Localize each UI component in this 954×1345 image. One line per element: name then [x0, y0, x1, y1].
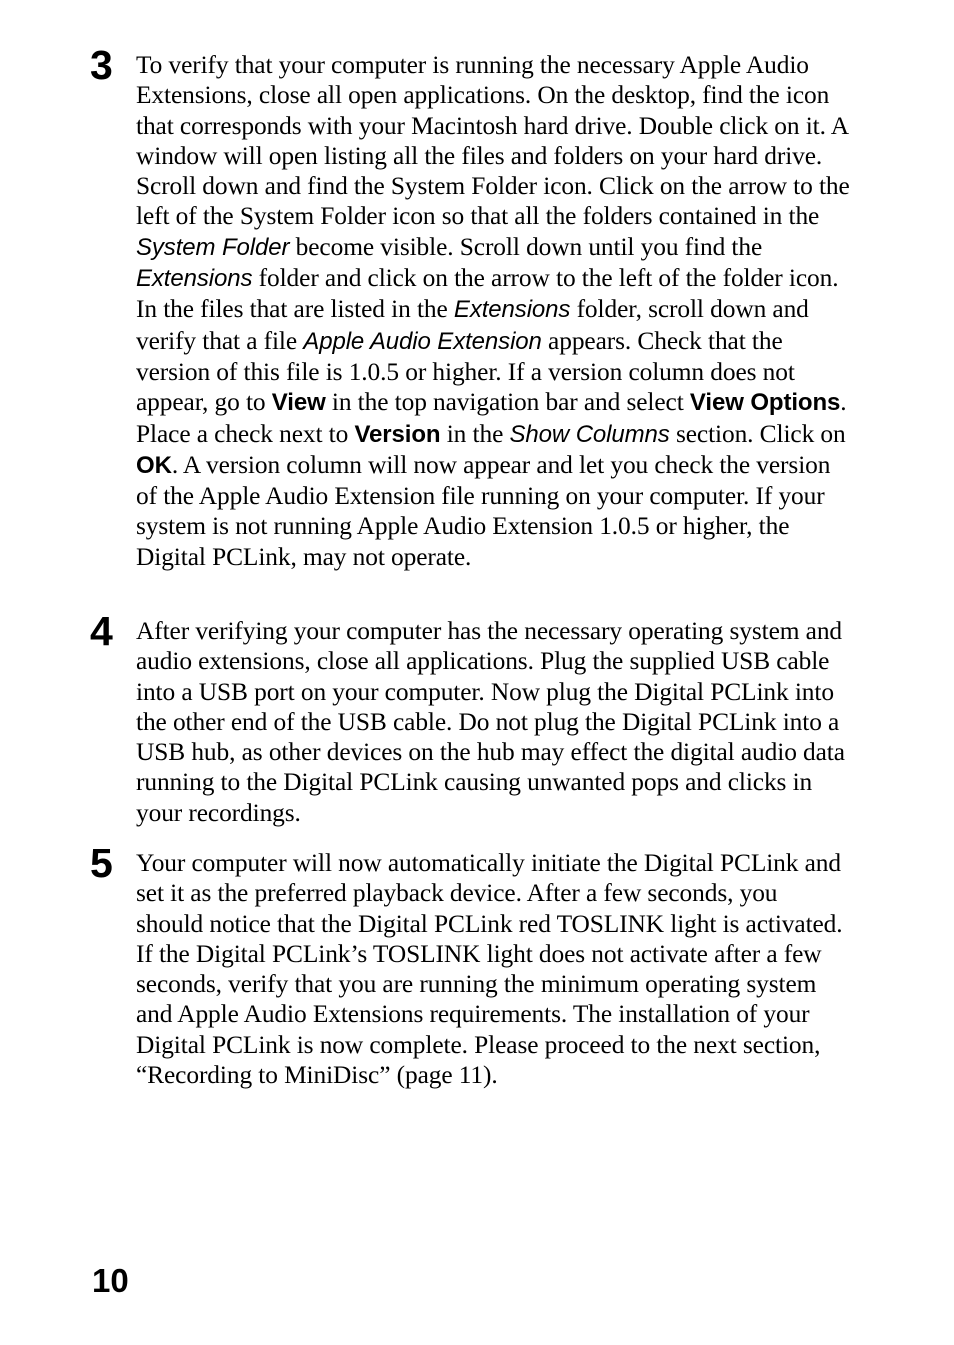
text-segment: To verify that your computer is running the necessary Apple Audio Extensions, close all open applications. On the desktop, find the icon that corresponds with your Macintosh hard drive. Double click on it. A window will open listing all the files and folders on your hard drive. Scroll down and find the System Folder icon. Click on the arrow to the left of the System Folder icon so that all the folders contained in the: [136, 51, 850, 231]
emphasis-term: Extensions: [453, 296, 571, 324]
step-text: [136, 616, 850, 828]
menu-term: View Options: [689, 389, 841, 417]
emphasis-term: System Folder: [136, 233, 290, 261]
menu-term: View: [271, 389, 326, 417]
emphasis-term: Extensions: [136, 265, 253, 293]
text-segment: . Place a check next to: [136, 388, 847, 448]
page-number: 10: [92, 1262, 129, 1299]
menu-term: OK: [136, 451, 172, 479]
text-segment: appears. Check that the version of this file is 1.0.5 or higher. If a version column does not appear, go to: [136, 326, 795, 417]
text-segment: folder and click on the arrow to the left of the folder icon. In the files that are listed in the: [136, 264, 839, 324]
emphasis-term: Apple Audio Extension: [303, 327, 542, 355]
step-number: 4: [90, 608, 113, 654]
step-number: 5: [90, 840, 113, 886]
text-segment: Your computer will now automatically initiate the Digital PCLink and set it as the preferred playback device. After a few seconds, you should notice that the Digital PCLink red TOSLINK light is activated. If the Digital PCLink’s TOSLINK light does not activate after a few seconds, verify that you are running the minimum operating system and Apple Audio Extensions requirements. The installation of your Digital PCLink is now complete. Please proceed to the next section, “Recording to MiniDisc” (page 11).: [136, 849, 843, 1090]
step-5: [90, 840, 850, 1090]
text-segment: in the: [440, 419, 510, 448]
text-segment: section. Click on: [669, 419, 846, 448]
step-text: [136, 848, 850, 1090]
step-4: [90, 608, 850, 828]
text-segment: . A version column will now appear and let you check the version of the Apple Audio Extension file running on your computer. If your system is not running Apple Audio Extension 1.0.5 or higher, the Digital PCLink, may not operate.: [136, 450, 831, 571]
text-segment: After verifying your computer has the necessary operating system and audio extensions, close all applications. Plug the supplied USB cable into a USB port on your computer. Now plug the Digital PCLink into the other end of the USB cable. Do not plug the Digital PCLink into a USB hub, as other devices on the hub may effect the digital audio data running to the Digital PCLink causing unwanted pops and clicks in your recordings.: [136, 617, 845, 827]
menu-term: Version: [354, 420, 441, 448]
emphasis-term: Show Columns: [509, 420, 670, 448]
step-text: [136, 50, 850, 572]
text-segment: folder, scroll down and verify that a file: [136, 295, 809, 355]
step-number: 3: [90, 42, 113, 88]
text-segment: in the top navigation bar and select: [325, 388, 690, 417]
step-3: [90, 42, 850, 572]
text-segment: become visible. Scroll down until you find the: [289, 232, 763, 261]
